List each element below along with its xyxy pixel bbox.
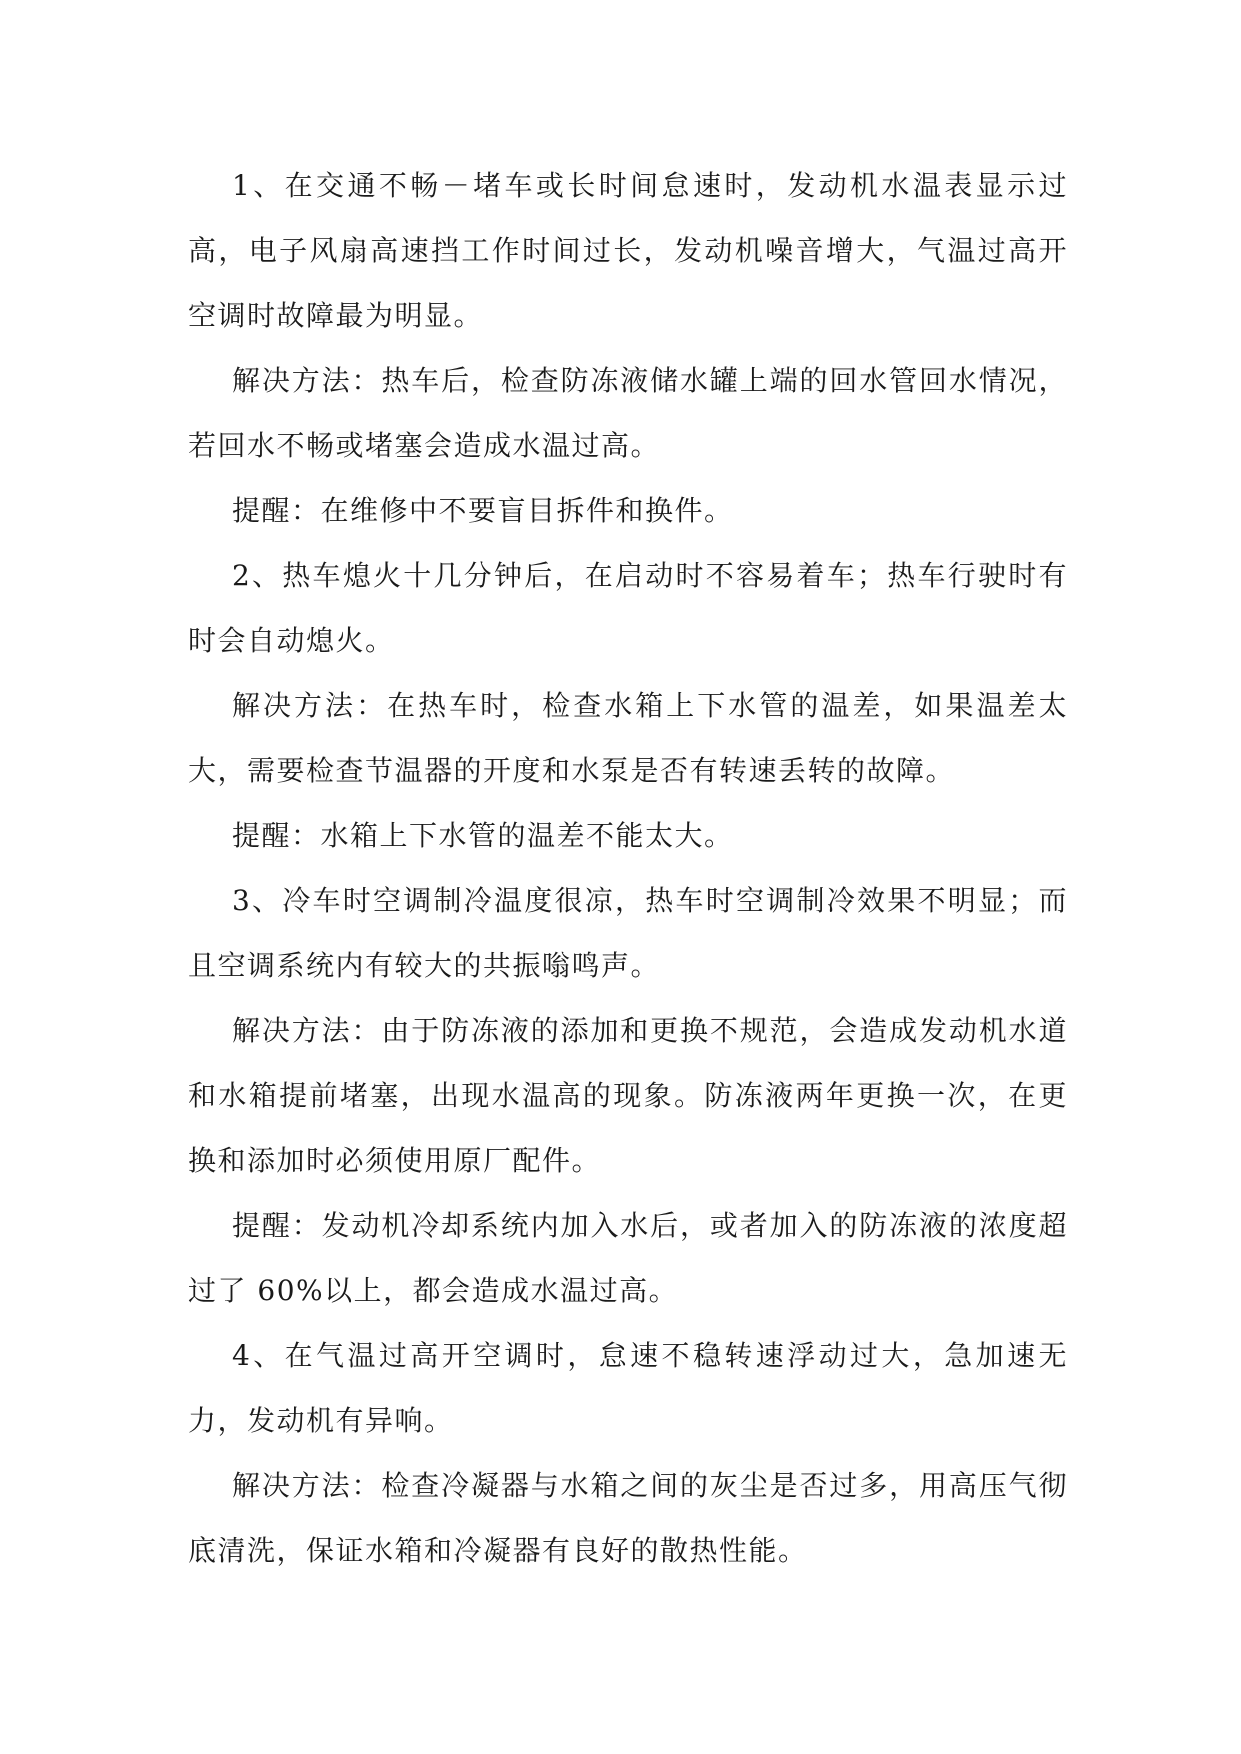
paragraph-reminder-2: 提醒：水箱上下水管的温差不能太大。 xyxy=(232,819,734,852)
document-body xyxy=(188,153,1068,1583)
paragraph-solution-2: 解决方法：在热车时，检查水箱上下水管的温差，如果温差太大，需要检查节温器的开度和水泵是否有转速丢转的故障。 xyxy=(188,689,1068,787)
paragraph-issue-2: 2、热车熄火十几分钟后，在启动时不容易着车；热车行驶时有时会自动熄火。 xyxy=(188,559,1068,657)
paragraph-solution-3: 解决方法：由于防冻液的添加和更换不规范，会造成发动机水道和水箱提前堵塞，出现水温高的现象。防冻液两年更换一次，在更换和添加时必须使用原厂配件。 xyxy=(188,1014,1068,1177)
paragraph-issue-3: 3、冷车时空调制冷温度很凉，热车时空调制冷效果不明显；而且空调系统内有较大的共振嗡鸣声。 xyxy=(188,884,1068,982)
paragraph-issue-4: 4、在气温过高开空调时，怠速不稳转速浮动过大，急加速无力，发动机有异响。 xyxy=(188,1339,1068,1437)
paragraph-reminder-3: 提醒：发动机冷却系统内加入水后，或者加入的防冻液的浓度超过了 60%以上，都会造成水温过高。 xyxy=(188,1209,1068,1307)
paragraph-issue-1: 1、在交通不畅－堵车或长时间怠速时，发动机水温表显示过高，电子风扇高速挡工作时间过长，发动机噪音增大，气温过高开空调时故障最为明显。 xyxy=(188,169,1068,332)
paragraph-solution-1: 解决方法：热车后，检查防冻液储水罐上端的回水管回水情况，若回水不畅或堵塞会造成水温过高。 xyxy=(188,364,1068,462)
paragraph-reminder-1: 提醒：在维修中不要盲目拆件和换件。 xyxy=(232,494,734,527)
paragraph-solution-4: 解决方法：检查冷凝器与水箱之间的灰尘是否过多，用高压气彻底清洗，保证水箱和冷凝器有良好的散热性能。 xyxy=(188,1469,1068,1567)
